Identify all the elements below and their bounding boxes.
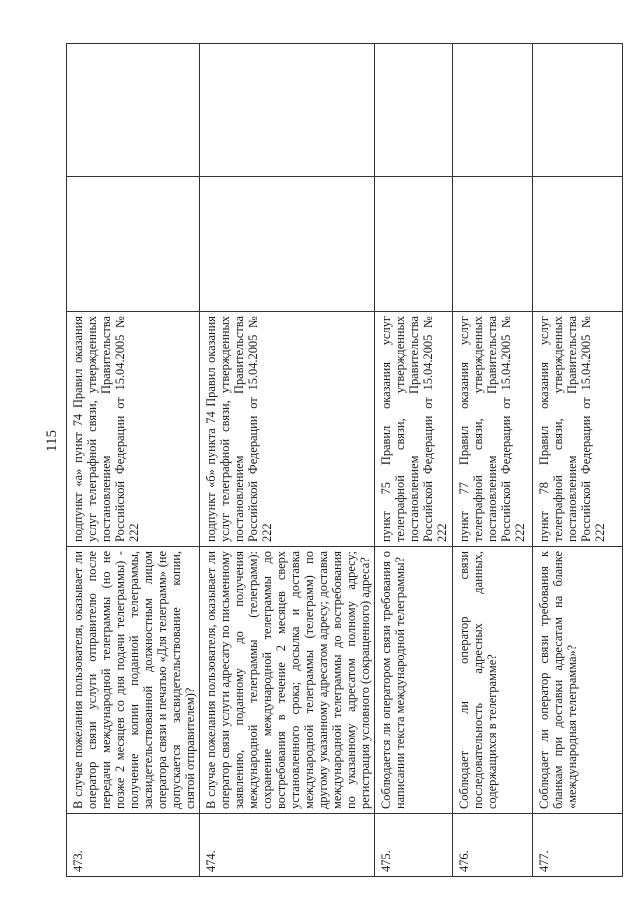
empty-cell [67,44,200,177]
question-cell: В случае пожелания пользователя, оказывает ли оператор связи услуги отправителю после передачи международной телеграммы (но не позже 2 месяцев со дня подачи телеграммы) - получение копии поданной телеграммы, засвидетельствованной должностным лицом оператора связи и печатью «Для телеграмм» (не допускается засвидетельствование копии, снятой отправителем)? [67,547,200,814]
empty-cell [453,44,533,177]
table-row [67,44,200,877]
page-number: 115 [44,430,60,452]
table-row [533,44,623,877]
legal-reference-cell: подпункт «б» пункта 74 Правил оказания услуг телеграфной связи, утвержденных постановлением Правительства Российской Федерации от 15.04.2005 № 222 [200,312,375,547]
row-number: 477. [533,814,623,877]
requirements-table [66,43,623,877]
empty-cell [453,177,533,312]
question-cell: В случае пожелания пользователя, оказывает ли оператор связи услуги адресату по письменному заявлению, поданному до получения международной телеграммы (телеграмм): сохранение международной телеграммы до востребования в течение 2 месяцев сверх установленного срока; досылка и доставка международной телеграммы (телеграмм) по другому указанному адресатом адресу; доставка международной телеграммы до востребования по указанному адресатом полному адресу; регистрация условного (сокращенного) адреса? [200,547,375,814]
legal-reference-cell: пункт 77 Правил оказания услуг телеграфной связи, утвержденных постановлением Правительства Российской Федерации от 15.04.2005 № 222 [453,312,533,547]
table-row [453,44,533,877]
empty-cell [375,44,453,177]
row-number: 474. [200,814,375,877]
row-number: 475. [375,814,453,877]
question-cell: Соблюдает ли оператор связи требования к бланкам при доставки адресатам на бланке «международная телеграмма»? [533,547,623,814]
empty-cell [200,44,375,177]
row-number: 476. [453,814,533,877]
empty-cell [67,177,200,312]
question-cell: Соблюдается ли оператором связи требования о написании текста международной телеграммы? [375,547,453,814]
empty-cell [200,177,375,312]
rotated-table-container [66,89,606,877]
empty-cell [375,177,453,312]
empty-cell [533,177,623,312]
legal-reference-cell: подпункт «а» пункт 74 Правил оказания услуг телеграфной связи, утвержденных постановлением Правительства Российской Федерации от 15.04.2005 № 222 [67,312,200,547]
empty-cell [533,44,623,177]
question-cell: Соблюдает ли оператор связи последовательность адресных данных, содержащихся в телеграмме? [453,547,533,814]
table-row [200,44,375,877]
legal-reference-cell: пункт 75 Правил оказания услуг телеграфной связи, утвержденных постановлением Правительства Российской Федерации от 15.04.2005 № 222 [375,312,453,547]
table-row [375,44,453,877]
legal-reference-cell: пункт 78 Правил оказания услуг телеграфной связи, утвержденных постановлением Правительства Российской Федерации от 15.04.2005 № 222 [533,312,623,547]
row-number: 473. [67,814,200,877]
